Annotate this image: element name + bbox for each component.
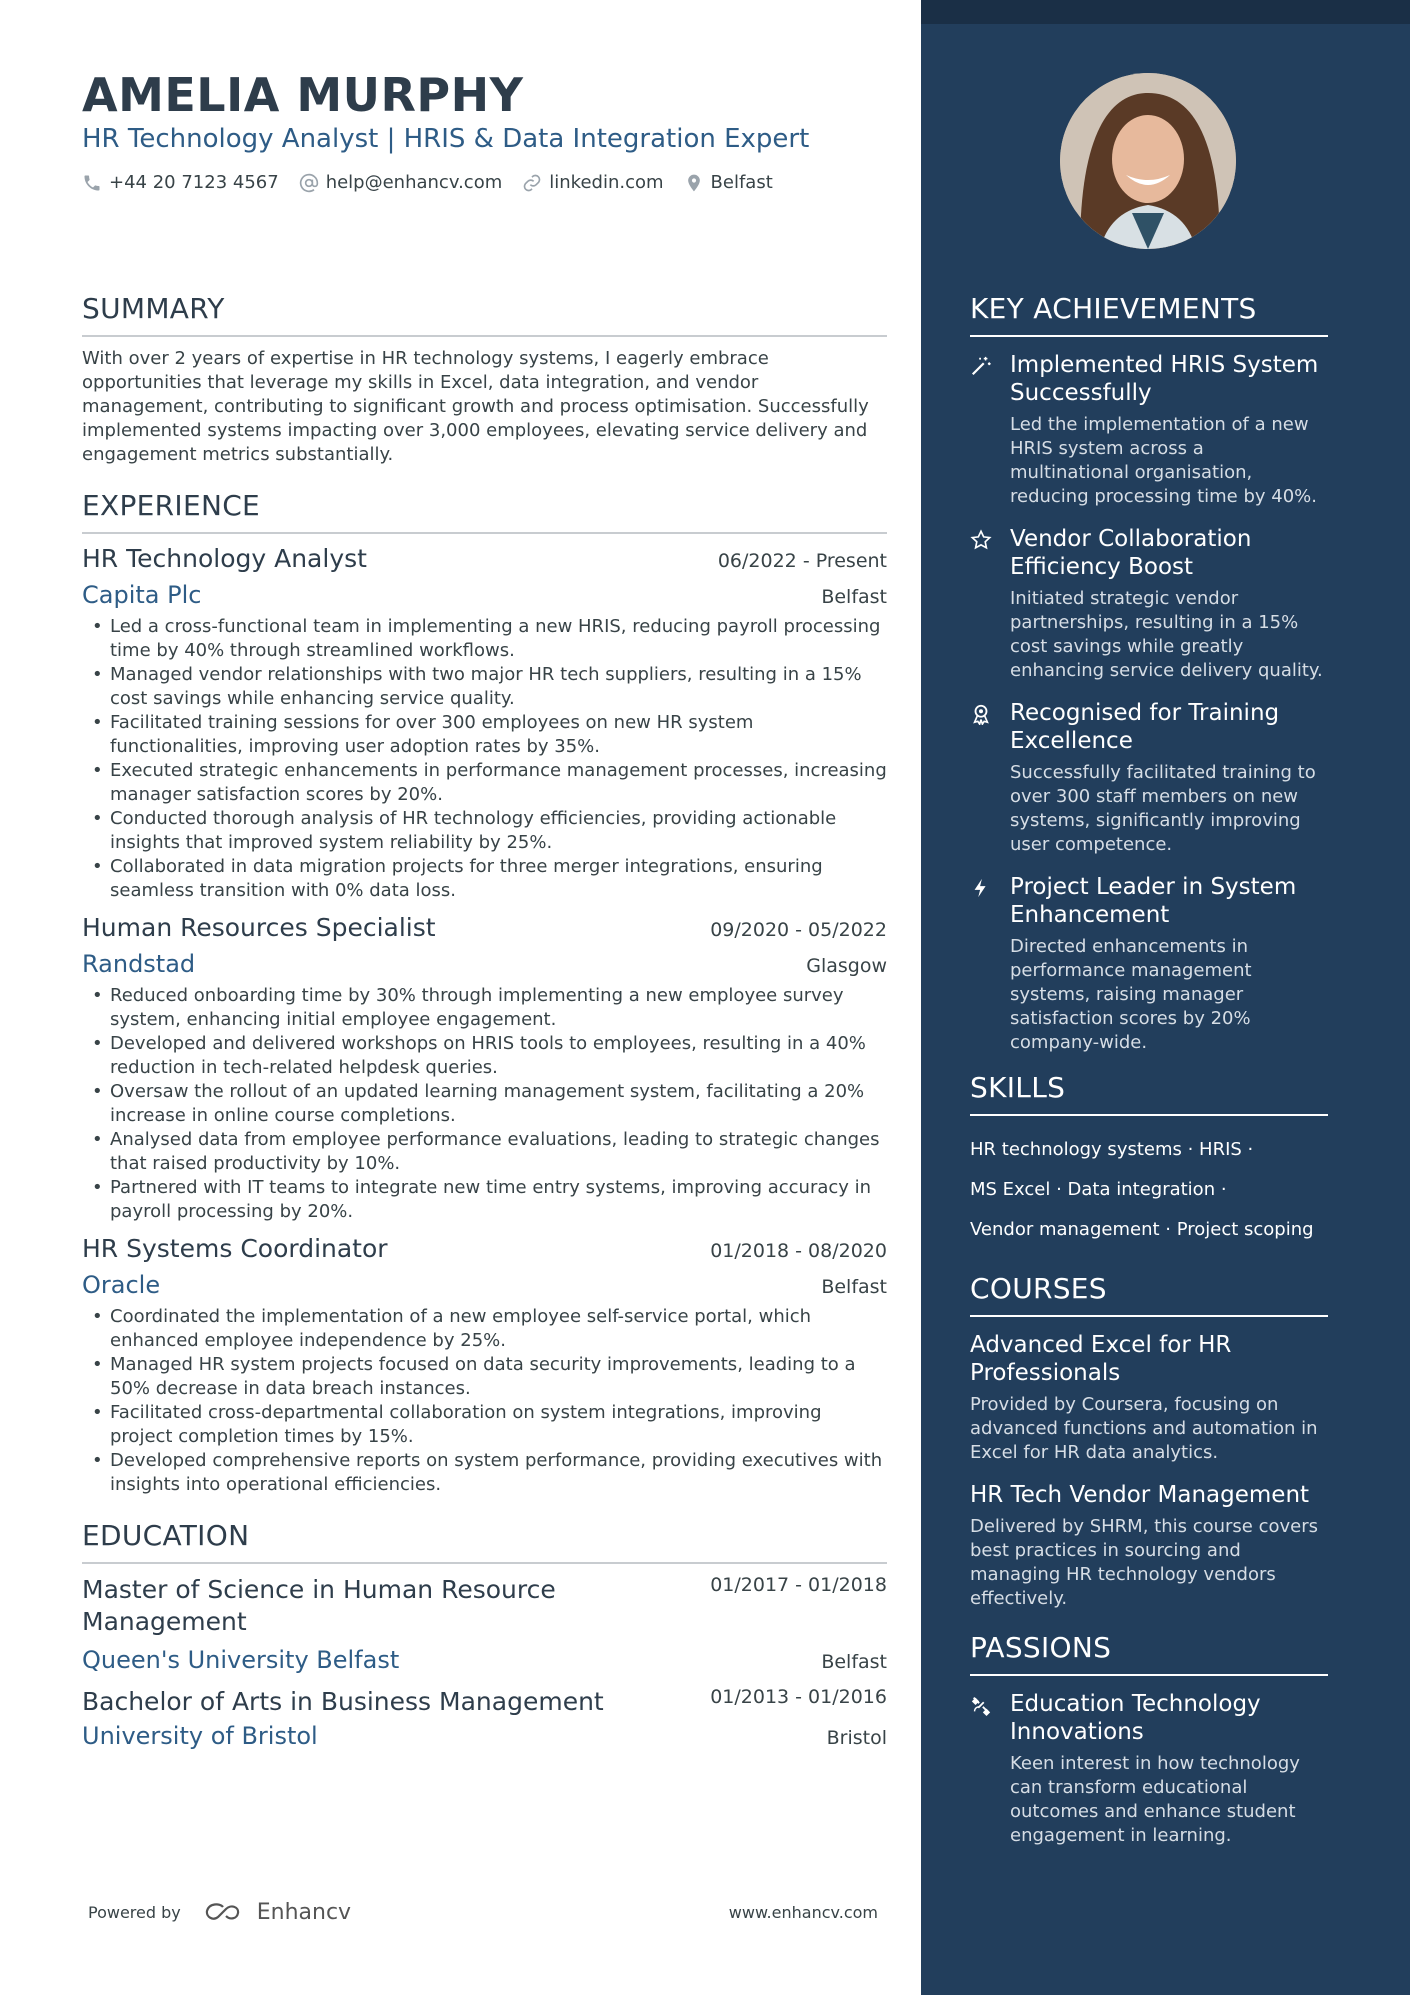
job-title: Human Resources Specialist — [82, 913, 436, 942]
degree-title: Master of Science in Human Resource Management — [82, 1575, 556, 1636]
skills-list — [970, 1130, 1328, 1250]
school-name: Queen's University Belfast — [82, 1646, 400, 1674]
job-entry — [82, 544, 887, 903]
achievement-title: Recognised for Training Excellence — [1010, 700, 1280, 754]
summary-section — [82, 292, 887, 467]
passion-title: Education Technology Innovations — [1010, 1691, 1261, 1745]
school-name: University of Bristol — [82, 1722, 318, 1750]
passions-section — [970, 1631, 1328, 1848]
candidate-name: AMELIA MURPHY — [82, 68, 524, 122]
education-entry — [82, 1574, 887, 1674]
job-bullets — [82, 1305, 887, 1497]
courses-title: COURSES — [970, 1272, 1328, 1317]
contact-email-text: help@enhancv.com — [325, 172, 503, 193]
job-bullet: • Conducted thorough analysis of HR technology efficiencies, providing actionable insights that improved system reliability by 25%. — [82, 807, 887, 855]
job-bullet: • Collaborated in data migration projects for three merger integrations, ensuring seamless transition with 0% data loss. — [82, 855, 887, 903]
avatar-illustration — [1060, 73, 1236, 249]
achievement-title: Vendor Collaboration Efficiency Boost — [1010, 526, 1252, 580]
sidebar-content — [970, 292, 1328, 1864]
achievement-item — [970, 351, 1328, 509]
job-bullet: • Facilitated cross-departmental collaboration on system integrations, improving project completion times by 15%. — [82, 1401, 887, 1449]
course-item — [970, 1331, 1328, 1465]
education-section — [82, 1519, 887, 1750]
job-date: 09/2020 - 05/2022 — [710, 919, 887, 941]
footer — [88, 1900, 878, 1925]
course-description: Delivered by SHRM, this course covers best practices in sourcing and managing HR technology vendors effectively. — [970, 1516, 1319, 1609]
star-icon — [970, 529, 992, 551]
enhancv-logo-icon — [203, 1901, 249, 1925]
award-icon — [970, 703, 992, 725]
powered-by-label: Powered by — [88, 1903, 181, 1922]
contact-phone-text: +44 20 7123 4567 — [109, 172, 279, 193]
main-column — [82, 292, 887, 1762]
contact-email[interactable] — [299, 172, 503, 193]
footer-url[interactable]: www.enhancv.com — [728, 1903, 878, 1922]
job-bullet: • Reduced onboarding time by 30% through implementing a new employee survey system, enhancing initial employee engagement. — [82, 984, 887, 1032]
location-icon — [684, 173, 704, 193]
enhancv-brand-text: Enhancv — [256, 1900, 352, 1925]
satellite-icon — [970, 1694, 992, 1716]
job-entry — [82, 1234, 887, 1497]
passion-item — [970, 1690, 1328, 1848]
job-date: 06/2022 - Present — [717, 550, 887, 572]
job-location: Glasgow — [806, 955, 887, 977]
achievement-title: Project Leader in System Enhancement — [1010, 874, 1297, 928]
profile-photo — [1060, 73, 1236, 249]
job-bullet: • Oversaw the rollout of an updated learning management system, facilitating a 20% increase in online course completions. — [82, 1080, 887, 1128]
passions-title: PASSIONS — [970, 1631, 1328, 1676]
education-entry — [82, 1686, 887, 1750]
contact-phone[interactable] — [82, 172, 279, 193]
contact-linkedin[interactable] — [522, 172, 663, 193]
school-location: Belfast — [821, 1651, 887, 1673]
job-bullets — [82, 615, 887, 903]
passion-description: Keen interest in how technology can transform educational outcomes and enhance student engagement in learning. — [1010, 1753, 1300, 1846]
job-bullet: • Partnered with IT teams to integrate new time entry systems, improving accuracy in payroll processing by 20%. — [82, 1176, 887, 1224]
achievement-item — [970, 873, 1328, 1055]
sidebar-top-bar — [921, 0, 1410, 24]
course-title: Advanced Excel for HR Professionals — [970, 1332, 1232, 1386]
job-location: Belfast — [821, 1276, 887, 1298]
education-title: EDUCATION — [82, 1519, 887, 1564]
summary-title: SUMMARY — [82, 292, 887, 337]
powered-by — [88, 1900, 351, 1925]
degree-title: Bachelor of Arts in Business Management — [82, 1687, 604, 1716]
experience-title: EXPERIENCE — [82, 489, 887, 534]
contact-location — [684, 172, 773, 193]
phone-icon — [82, 173, 102, 193]
achievements-section — [970, 292, 1328, 1055]
contact-location-text: Belfast — [710, 172, 773, 193]
achievement-item — [970, 699, 1328, 857]
achievement-item — [970, 525, 1328, 683]
job-bullet: • Coordinated the implementation of a new employee self-service portal, which enhanced employee independence by 25%. — [82, 1305, 887, 1353]
course-item — [970, 1481, 1328, 1611]
job-bullets — [82, 984, 887, 1224]
education-date: 01/2017 - 01/2018 — [710, 1574, 887, 1596]
job-location: Belfast — [821, 586, 887, 608]
skills-title: SKILLS — [970, 1071, 1328, 1116]
job-date: 01/2018 - 08/2020 — [710, 1240, 887, 1262]
job-bullet: • Led a cross-functional team in implementing a new HRIS, reducing payroll processing time by 40% through streamlined workflows. — [82, 615, 887, 663]
enhancv-brand[interactable] — [203, 1900, 351, 1925]
achievement-title: Implemented HRIS System Successfully — [1010, 352, 1319, 406]
course-description: Provided by Coursera, focusing on advanced functions and automation in Excel for HR data analytics. — [970, 1394, 1318, 1463]
job-bullet: • Analysed data from employee performance evaluations, leading to strategic changes that raised productivity by 10%. — [82, 1128, 887, 1176]
education-date: 01/2013 - 01/2016 — [710, 1686, 887, 1708]
achievement-description: Led the implementation of a new HRIS system across a multinational organisation, reducing processing time by 40%. — [1010, 414, 1318, 507]
achievement-description: Successfully facilitated training to over 300 staff members on new systems, significantly improving user competence. — [1010, 762, 1316, 855]
company-name: Oracle — [82, 1271, 161, 1299]
job-bullet: • Managed HR system projects focused on data security improvements, leading to a 50% decrease in data breach instances. — [82, 1353, 887, 1401]
company-name: Capita Plc — [82, 581, 202, 609]
company-name: Randstad — [82, 950, 196, 978]
achievement-description: Directed enhancements in performance management systems, raising manager satisfaction scores by 20% company-wide. — [1010, 936, 1252, 1053]
job-title: HR Technology Analyst — [82, 544, 367, 573]
summary-text: With over 2 years of expertise in HR technology systems, I eagerly embrace opportunities that leverage my skills in Excel, data integration, and vendor management, contributing to significant growth and process optimisation. Successfully implemented systems impacting over 3,000 employees, elevating service delivery and engagement metrics substantially. — [82, 348, 869, 465]
courses-section — [970, 1272, 1328, 1611]
job-title: HR Systems Coordinator — [82, 1234, 388, 1263]
course-title: HR Tech Vendor Management — [970, 1482, 1310, 1508]
job-bullet: • Developed comprehensive reports on system performance, providing executives with insights into operational efficiencies. — [82, 1449, 887, 1497]
experience-section — [82, 489, 887, 1497]
skills-line: MS Excel · Data integration · — [970, 1179, 1227, 1200]
job-bullet: • Facilitated training sessions for over 300 employees on new HR system functionalities, improving user adoption rates by 35%. — [82, 711, 887, 759]
skills-section — [970, 1071, 1328, 1250]
contact-linkedin-text: linkedin.com — [549, 172, 664, 193]
at-icon — [299, 173, 319, 193]
skills-line: HR technology systems · HRIS · — [970, 1139, 1254, 1160]
achievements-title: KEY ACHIEVEMENTS — [970, 292, 1328, 337]
skills-line: Vendor management · Project scoping — [970, 1219, 1314, 1240]
lightning-icon — [970, 877, 992, 899]
job-bullet: • Developed and delivered workshops on HRIS tools to employees, resulting in a 40% reduction in tech-related helpdesk queries. — [82, 1032, 887, 1080]
candidate-headline: HR Technology Analyst | HRIS & Data Integration Expert — [82, 124, 810, 154]
achievement-description: Initiated strategic vendor partnerships, resulting in a 15% cost savings while greatly enhancing service delivery quality. — [1010, 588, 1323, 681]
job-bullet: • Managed vendor relationships with two major HR tech suppliers, resulting in a 15% cost savings while enhancing service quality. — [82, 663, 887, 711]
job-entry — [82, 913, 887, 1224]
magic-wand-icon — [970, 355, 992, 377]
school-location: Bristol — [826, 1727, 887, 1749]
job-bullet: • Executed strategic enhancements in performance management processes, increasing manager satisfaction scores by 20%. — [82, 759, 887, 807]
link-icon — [522, 173, 542, 193]
contact-list — [82, 172, 773, 193]
